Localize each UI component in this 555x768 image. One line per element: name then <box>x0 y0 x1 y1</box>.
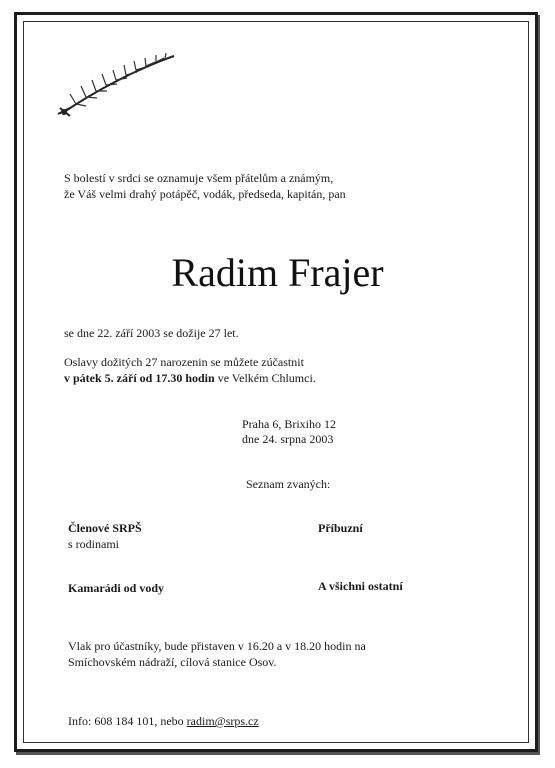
train-line-1: Vlak pro účastníky, bude přistaven v 16.20 a v 18.20 hodin na <box>68 639 366 653</box>
palm-branch-icon <box>54 48 178 120</box>
celebration-line-1: Oslavy dožitých 27 narozenin se můžete zúčastnit <box>64 355 304 369</box>
info-phone: Info: 608 184 101, nebo <box>68 714 187 728</box>
sender-address: Praha 6, Brixiho 12 <box>242 417 336 431</box>
guest-others: A všichni ostatní <box>318 579 403 593</box>
email-link[interactable]: radim@srps.cz <box>186 714 259 728</box>
celebration-line-2 <box>64 370 316 386</box>
celebration-time: v pátek 5. září od 17.30 hodin <box>64 371 215 385</box>
invited-heading: Seznam zvaných: <box>246 477 331 491</box>
intro-line-1: S bolestí v srdci se oznamuje všem přátelům a známým, <box>64 171 334 185</box>
guest-members: Členové SRPŠ <box>68 521 142 535</box>
guest-friends: Kamarádi od vody <box>68 581 165 595</box>
birthday-text: se dne 22. září 2003 se dožije 27 let. <box>64 326 239 340</box>
guest-members-sub: s rodinami <box>68 537 119 551</box>
guest-relatives: Příbuzní <box>318 521 363 535</box>
train-line-2: Smíchovském nádraží, cílová stanice Osov. <box>68 655 277 669</box>
info-line <box>68 713 259 729</box>
person-name: Radim Frajer <box>171 250 384 295</box>
celebration-place: ve Velkém Chlumci. <box>214 371 316 385</box>
intro-line-2: že Váš velmi drahý potápěč, vodák, předseda, kapitán, pan <box>64 187 346 201</box>
sender-date: dne 24. srpna 2003 <box>242 432 334 446</box>
